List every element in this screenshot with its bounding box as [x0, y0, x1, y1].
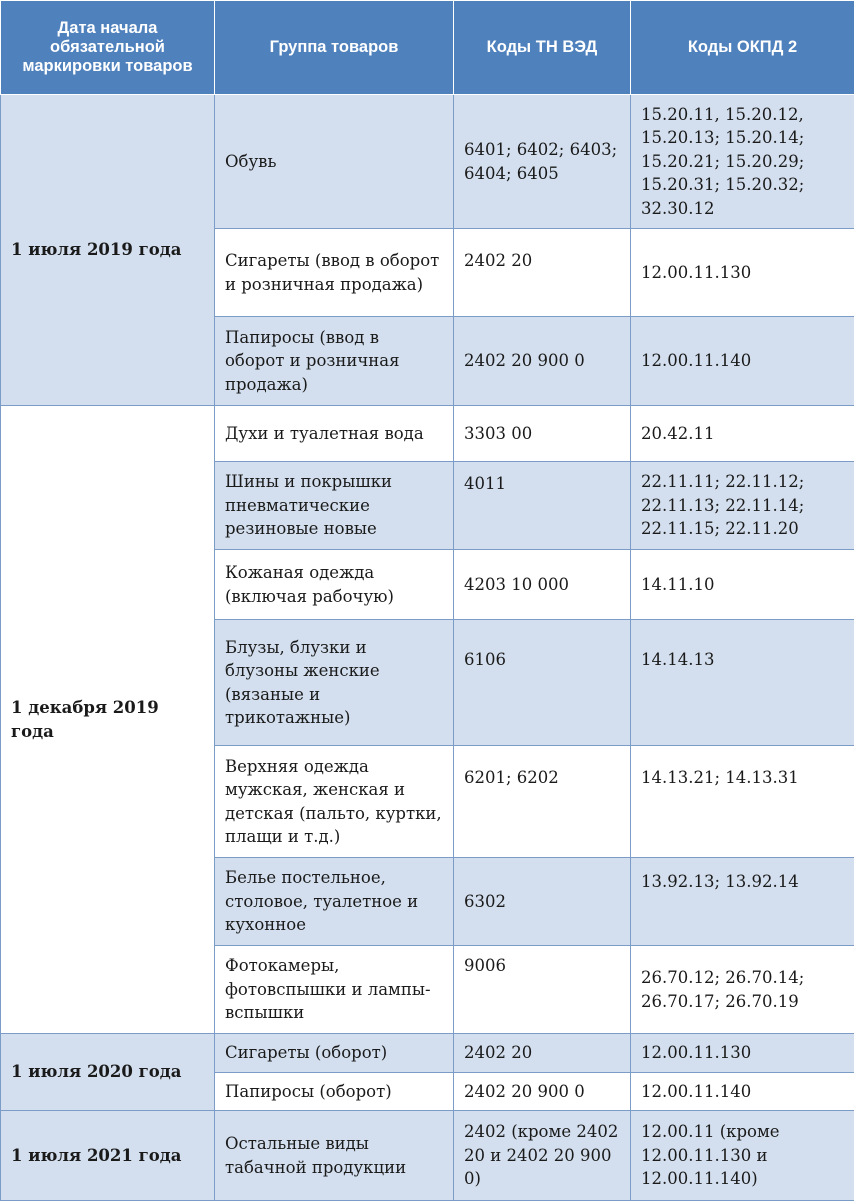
group-cell: Остальные виды табачной продукции [215, 1111, 454, 1201]
group-cell: Шины и покрышки пневматические резиновые новые [215, 462, 454, 550]
tnved-cell: 6401; 6402; 6403; 6404; 6405 [454, 95, 631, 229]
group-cell: Блузы, блузки и блузоны женские (вязаные и трикотажные) [215, 620, 454, 746]
header-group: Группа товаров [215, 1, 454, 95]
table-row [1, 406, 854, 462]
group-cell: Фотокамеры, фотовспышки и лампы-вспышки [215, 946, 454, 1034]
okpd-cell: 13.92.13; 13.92.14 [631, 858, 854, 946]
tnved-cell: 6201; 6202 [454, 746, 631, 858]
group-cell: Сигареты (оборот) [215, 1034, 454, 1073]
group-cell: Обувь [215, 95, 454, 229]
tnved-cell: 2402 20 900 0 [454, 317, 631, 406]
okpd-cell: 12.00.11.140 [631, 1073, 854, 1111]
okpd-cell: 12.00.11.130 [631, 1034, 854, 1073]
okpd-cell: 14.13.21; 14.13.31 [631, 746, 854, 858]
okpd-cell: 22.11.11; 22.11.12; 22.11.13; 22.11.14; 22.11.15; 22.11.20 [631, 462, 854, 550]
tnved-cell: 9006 [454, 946, 631, 1034]
table-row [1, 1111, 854, 1201]
okpd-cell: 15.20.11, 15.20.12, 15.20.13; 15.20.14; 15.20.21; 15.20.29; 15.20.31; 15.20.32; 32.30.12 [631, 95, 854, 229]
date-cell: 1 июля 2019 года [1, 95, 215, 406]
tnved-cell: 6302 [454, 858, 631, 946]
table-header-row [1, 1, 854, 95]
okpd-cell: 20.42.11 [631, 406, 854, 462]
group-cell: Духи и туалетная вода [215, 406, 454, 462]
header-tnved: Коды ТН ВЭД [454, 1, 631, 95]
tnved-cell: 2402 20 900 0 [454, 1073, 631, 1111]
tnved-cell: 6106 [454, 620, 631, 746]
header-date: Дата начала обязательной маркировки товаров [1, 1, 215, 95]
tnved-cell: 2402 20 [454, 229, 631, 317]
group-cell: Белье постельное, столовое, туалетное и кухонное [215, 858, 454, 946]
tnved-cell: 3303 00 [454, 406, 631, 462]
date-cell: 1 декабря 2019 года [1, 406, 215, 1034]
tnved-cell: 2402 20 [454, 1034, 631, 1073]
group-cell: Кожаная одежда (включая рабочую) [215, 550, 454, 620]
tnved-cell: 4011 [454, 462, 631, 550]
group-cell: Папиросы (ввод в оборот и розничная продажа) [215, 317, 454, 406]
header-okpd: Коды ОКПД 2 [631, 1, 854, 95]
okpd-cell: 12.00.11 (кроме 12.00.11.130 и 12.00.11.140) [631, 1111, 854, 1201]
table-row [1, 95, 854, 229]
group-cell: Сигареты (ввод в оборот и розничная продажа) [215, 229, 454, 317]
okpd-cell: 14.14.13 [631, 620, 854, 746]
date-cell: 1 июля 2020 года [1, 1034, 215, 1111]
okpd-cell: 14.11.10 [631, 550, 854, 620]
group-cell: Верхняя одежда мужская, женская и детская (пальто, куртки, плащи и т.д.) [215, 746, 454, 858]
table-row [1, 1034, 854, 1073]
okpd-cell: 12.00.11.140 [631, 317, 854, 406]
date-cell: 1 июля 2021 года [1, 1111, 215, 1201]
okpd-cell: 12.00.11.130 [631, 229, 854, 317]
tnved-cell: 4203 10 000 [454, 550, 631, 620]
okpd-cell: 26.70.12; 26.70.14; 26.70.17; 26.70.19 [631, 946, 854, 1034]
group-cell: Папиросы (оборот) [215, 1073, 454, 1111]
tnved-cell: 2402 (кроме 2402 20 и 2402 20 900 0) [454, 1111, 631, 1201]
